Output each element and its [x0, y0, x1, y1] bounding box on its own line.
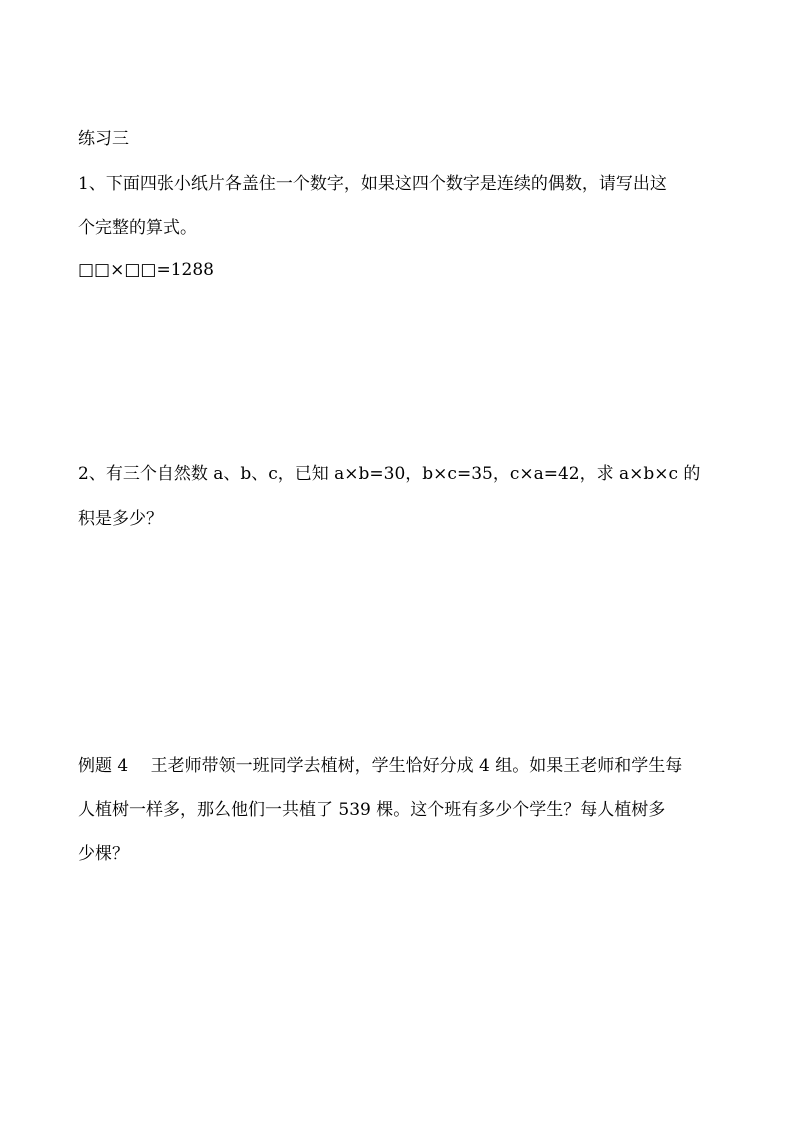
question-2-line-2: 积是多少？ — [78, 509, 163, 529]
question-1-line-2: 个完整的算式。 — [78, 218, 197, 238]
question-1-equation: □□×□□=1288 — [78, 260, 214, 280]
question-2-line-1: 2、有三个自然数 a、b、c，已知 a×b=30，b×c=35，c×a=42，求 a×b×c 的 — [78, 464, 701, 484]
example-4-line-1: 例题 4 王老师带领一班同学去植树，学生恰好分成 4 组。如果王老师和学生每 — [78, 756, 683, 776]
example-4-line-3: 少棵？ — [78, 844, 129, 864]
question-1-line-1: 1、下面四张小纸片各盖住一个数字，如果这四个数字是连续的偶数，请写出这 — [78, 174, 667, 194]
example-4-line-2: 人植树一样多，那么他们一共植了 539 棵。这个班有多少个学生？每人植树多 — [78, 800, 666, 820]
section-title: 练习三 — [78, 129, 129, 149]
